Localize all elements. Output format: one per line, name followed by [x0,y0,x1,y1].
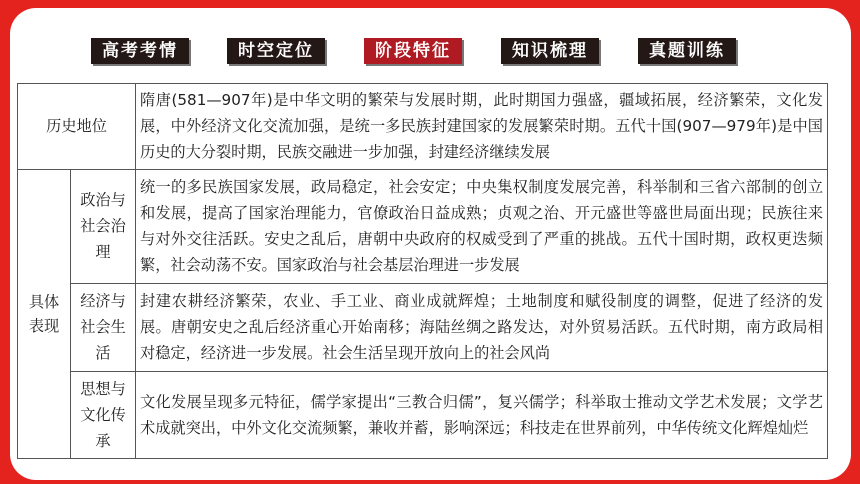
stage-feature-table [17,83,828,459]
table-row [18,283,828,371]
tab-jieduan[interactable]: 阶段特征 [364,38,462,64]
politics-label: 政治与社会治理 [71,169,136,283]
tab-zhishi[interactable]: 知识梳理 [501,38,599,64]
tab-gaokao[interactable]: 高考考情 [91,38,189,64]
table-row [18,371,828,458]
nav-tabs [91,38,771,64]
tab-shikong[interactable]: 时空定位 [227,38,325,64]
history-position-text: 隋唐(581—907年)是中华文明的繁荣与发展时期，此时期国力强盛，疆域拓展，经济繁荣，文化发展，中外经济文化交流加强，是统一多民族封建国家的发展繁荣时期。五代十国(907—979年)是中国历史的大分裂时期，民族交融进一步加强，封建经济继续发展 [136,84,828,170]
history-position-label: 历史地位 [18,84,136,170]
economy-text: 封建农耕经济繁荣，农业、手工业、商业成就辉煌；土地制度和赋役制度的调整，促进了经济的发展。唐朝安史之乱后经济重心开始南移；海陆丝绸之路发达，对外贸易活跃。五代时期，南方政局相对稳定，经济进一步发展。社会生活呈现开放向上的社会风尚 [136,283,828,371]
economy-label: 经济与社会生活 [71,283,136,371]
culture-text: 文化发展呈现多元特征，儒学家提出“三教合归儒”，复兴儒学；科举取士推动文学艺术发展；文学艺术成就突出，中外文化交流频繁，兼收并蓄，影响深远；科技走在世界前列，中华传统文化辉煌灿烂 [136,371,828,458]
table-row [18,169,828,283]
culture-label: 思想与文化传承 [71,371,136,458]
tab-zhenti[interactable]: 真题训练 [638,38,736,64]
table-row [18,84,828,170]
specific-performance-label: 具体表现 [18,169,71,458]
politics-text: 统一的多民族国家发展，政局稳定，社会安定；中央集权制度发展完善，科举制和三省六部制的创立和发展，提高了国家治理能力，官僚政治日益成熟；贞观之治、开元盛世等盛世局面出现；民族往来与对外交往活跃。安史之乱后，唐朝中央政府的权威受到了严重的挑战。五代十国时期，政权更迭频繁，社会动荡不安。国家政治与社会基层治理进一步发展 [136,169,828,283]
